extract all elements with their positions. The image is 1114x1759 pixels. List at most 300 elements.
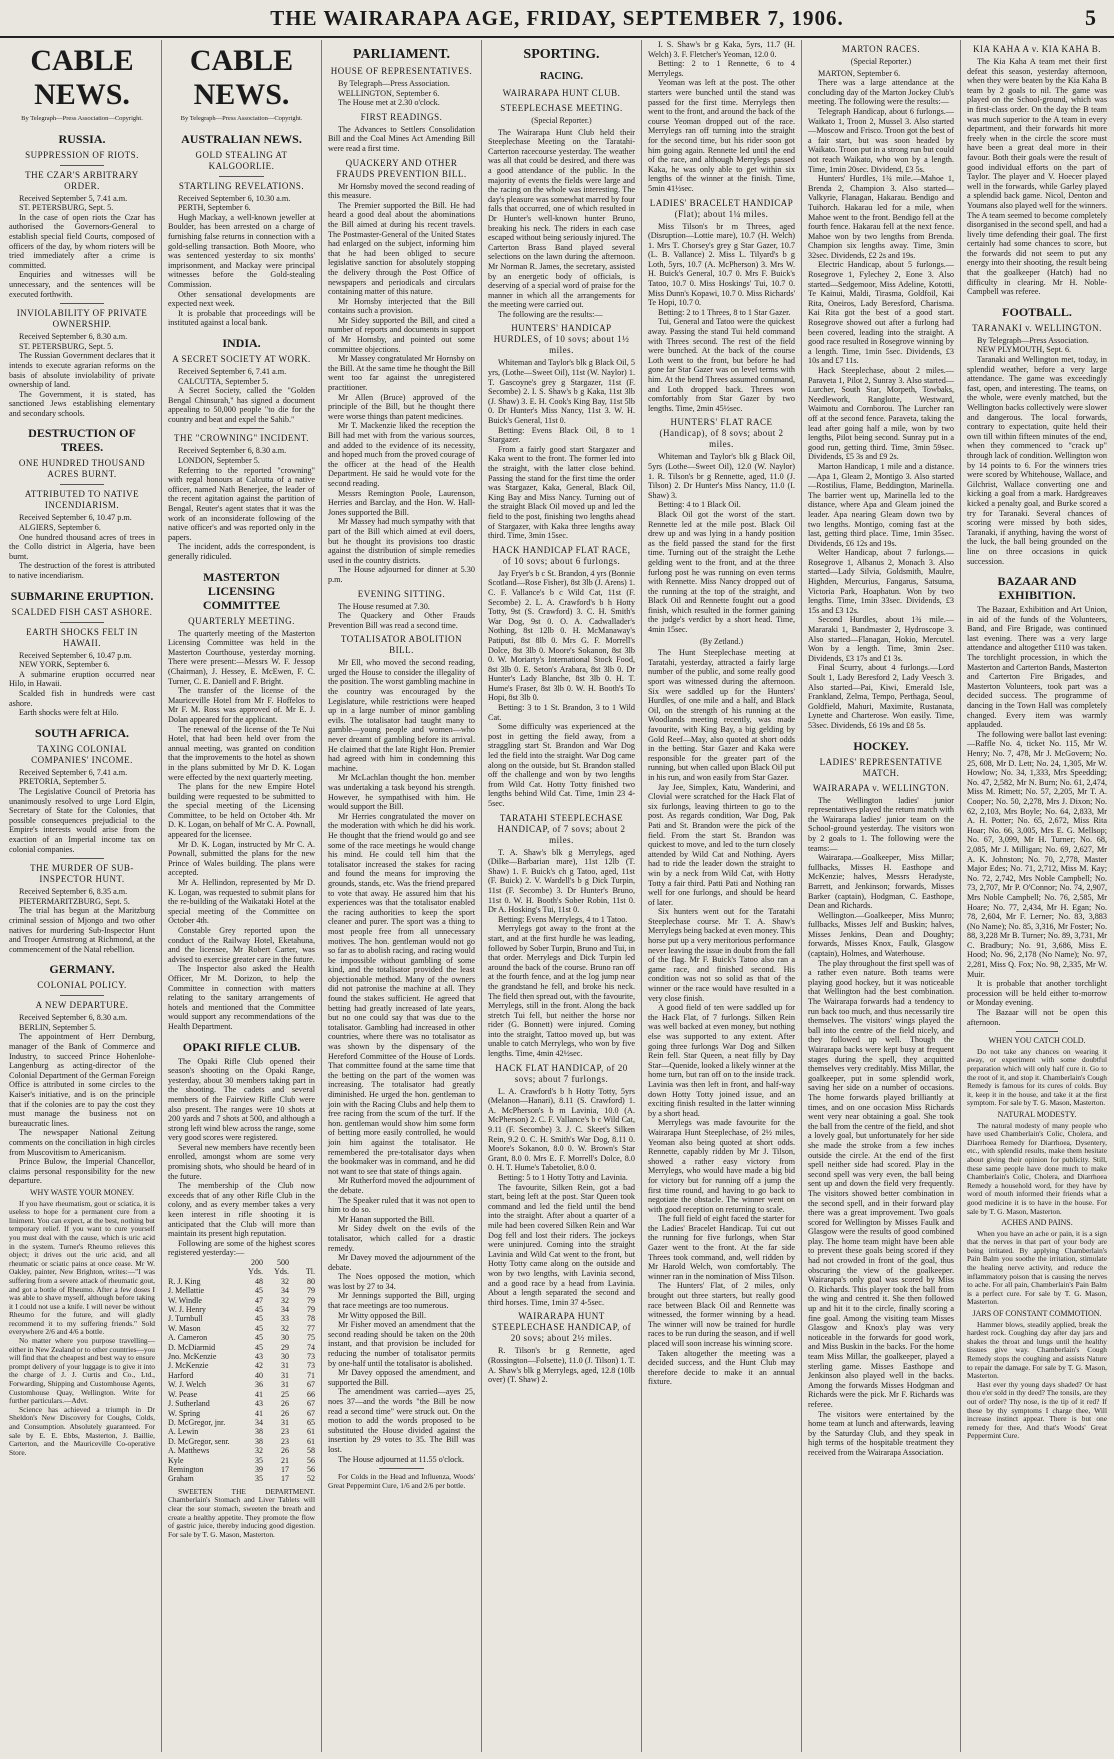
paragraph: Referring to the reported "crowning" with regal honours at Calcutta of a native officer, named Nath Benerjee, the leader of the recent agitation against the partition of Bengal, Reuter's agent states that it was the work of an inconsiderate following of the native officer's and was reported only in the papers. <box>168 465 315 542</box>
paragraph: One hundred thousand acres of trees in the Collo district in Algeria, have been burnt. <box>9 532 155 561</box>
scores-row <box>168 1456 315 1465</box>
paragraph: The Wellington ladies' junior representatives played the return match with the Wairarapa ladies' junior team on the School-ground yesterday. The visitors won by 2 goals to 1. The following were the teams:— <box>808 795 954 853</box>
paragraph: Yeoman was left at the post. The other starters were bunched until the stand was passed for the first time. Merrylegs then went to the front, and around the back of the course Yeoman dropped out of the race. Merrylegs ran off turning into the straight for the second time, but his rider soon got him going again. Rennette led until the end of the race, and although Merrylegs passed Kaka, he was only able to get within six lengths of the winner at the finish. Time, 5min 41½sec. <box>648 78 795 193</box>
score-cell: 74 <box>307 1342 315 1352</box>
scores-row <box>168 1418 315 1427</box>
betting: Betting: 3 to 1 St. Brandon, 3 to 1 Wild Cat. <box>488 703 635 722</box>
page-number: 5 <box>1085 5 1096 30</box>
betting: Betting: 4 to 1 Black Oil. <box>658 500 741 510</box>
paragraph: Mr Rutherford moved the adjournment of the debate. <box>328 1176 475 1195</box>
advertisement: Hammer blows, steadily applied, break the hardest rock. Coughing day after day jars and shakes the throat and lungs until the healthy tissues give way. Chamberlain's Cough Remedy stops the coughing and assists Nature to repair the damage. For sale by T. G. Mason, Masterton. <box>967 1319 1107 1381</box>
article-subtitle: SUPPRESSION OF RIOTS. <box>25 149 139 160</box>
paragraph: The Wairarapa Hunt Club held their Steeplechase Meeting on the Taratahi-Carterton racecourse yesterday. The weather was all that could be desired, and there was a good attendance of the public. In the majority of events the fields were large and the racing on the whole was interesting. The day's pleasure was somewhat marred by four falls that occurred, one of which resulted in Dr Hunter's well-known hunter Bruno, breaking his neck. The riders in each case escaped without being seriously injured. The Carterton Brass Band played several selections on the lawn during the afternoon. Mr Norman R. James, the secretary, assisted by an energetic body of officials, is deserving of a special word of praise for the manner in which all the arrangements for the meeting were carried out. <box>488 127 635 310</box>
score-cell: 48 <box>255 1276 263 1286</box>
paragraph: Some difficulty was experienced at the post in getting the field away, from a straggling start St. Brandon and War Dog led the field into the straight. War Dog came along on the outside, but St. Brandon stalled off the challenge and won by two lengths from Wild Cat. Hotty Totty finished two lengths behind Wild Cat. Time, 1min 23 4-5sec. <box>488 722 635 808</box>
race-title: LADIES' BRACELET HANDICAP (Flat); about 1¼ miles. <box>649 197 794 219</box>
race-title: HACK FLAT HANDICAP, of 20 sovs; about 7 furlongs. <box>495 1062 628 1084</box>
shooter-name: J. Turnbull <box>168 1314 203 1324</box>
score-cell: 33 <box>281 1314 289 1324</box>
article-subtitle: INVIOLABILITY OF PRIVATE OWNERSHIP. <box>16 308 148 330</box>
score-cell: 47 <box>255 1295 263 1305</box>
score-cell: 61 <box>307 1427 315 1437</box>
score-cell: 30 <box>281 1352 289 1362</box>
dateline: Received September 6, 10.47 p.m. <box>19 513 132 523</box>
advertisement: Do not take any chances on wearing it away, or experiment with some doubtful preparation which will only half cure it. Go to the root of it, and stop it. Chamberlain's Cough Remedy is famous for its cures of colds. Buy it, keep it in the house, and take it at the first symptom. For sale by T. G. Mason, Masterton. <box>967 1046 1107 1108</box>
paragraph: Mr Ell, who moved the second reading, urged the House to consider the illegality of the position. The worst gambling machine in the country was encouraged by the Legislature, while restrictions were heaped up in a large number of minor gambling evils. The totalisator had taught many to gamble—young people and women—who never dreamt of gambling before its arrival. He claimed that the late Right Hon. Premier had agreed with him in condemning this machine. <box>328 658 475 773</box>
score-cell: 43 <box>255 1399 263 1409</box>
score-cell: 31 <box>281 1361 289 1371</box>
race-results: Whiteman and Taylor's blk g Black Oil, 5 yrs, (Lothe—Sweet Oil), 11st (W. Naylor) 1. T. Gascoyne's grey g Stargazer, 11st (F. Secombe) 2. I. S. Shaw's b g Kaka, 11st 3lb (J. Shaw) 3. E. H. Cook's King Bay, 11st 5lb 0. Dr Hunter's Miss Nancy, 11st 3. W. H. Buick's General, 11st 0. <box>488 358 635 426</box>
scores-row <box>168 1277 315 1286</box>
race-results: Miss Tilson's br m Threes, aged (Disruption—Lottie mare), 10.7 (H. Welch) 1. Mrs T. Chorsey's grey g Star Gazer, 10.7 (L. B. Vallance) 2. Miss L. Tilyard's b g Loth, 5yrs, 10.7 (A. McPherson) 3. Mrs W. H. Buick's General, 10.7 0. Mrs F. Buick's Tatoo, 10.7 0. Miss Hoskings' Tui, 10.7 0. Miss Dunn's Kopawi, 10.7 0. Miss Richards' Te Hopi, 10.7 0. <box>648 221 795 308</box>
score-cell: 79 <box>307 1286 315 1296</box>
ad-title: WHY WASTE YOUR MONEY. <box>30 1187 134 1197</box>
article-title: PARLIAMENT. <box>352 47 451 62</box>
paragraph: The newspaper National Zeitung comments on the conciliation in high circles from Muscovitism to Americanism. <box>9 1128 155 1157</box>
score-cell: 32 <box>281 1295 289 1305</box>
article-title: INDIA. <box>222 335 261 350</box>
score-cell: 32 <box>281 1323 289 1333</box>
race-results: Whiteman and Taylor's blk g Black Oil, 5yrs (Lothe—Sweet Oil), 12.0 (W. Naylor) 1. R. Tilson's br g Rennette, aged, 11.0 (J. Tilson) 2. Dr Hunter's Miss Nancy, 11.0 (I. Shaw) 3. <box>648 452 795 500</box>
section-heading: CABLE NEWS. <box>30 44 134 111</box>
article-title: AUSTRALIAN NEWS. <box>181 131 302 146</box>
paragraph: It is probable that proceedings will be instituted against a local bank. <box>168 308 315 328</box>
score-cell: 26 <box>281 1446 289 1456</box>
paragraph: Telegraph Handicap, about 6 furlongs.—Waikato 1, Troon 2, Mussel 3. Also started—Moscow and Frisco. Troon got the best of a fair start, but was soon headed by Waikato. Troon put in a strong run but could not reach Waikato, who won by a length. Time, 1min 20sec. Dividend, £3 5s. <box>808 106 954 174</box>
race-title: HACK HANDICAP FLAT RACE, of 10 sovs; about 6 furlongs. <box>492 544 631 566</box>
race-title: TARATAHI STEEPLECHASE HANDICAP, of 7 sovs; about 2 miles. <box>497 812 626 845</box>
paragraph: Mr Herries congratulated the mover on the moderation with which he did his work. He thought that the friend would go and see some of the race meetings he would change his mind. He could tell him that the totalisator increased the stakes for racing and found the means for improving the grounds, stands, etc. Was the friend prepared to vote that away. He assured him that his experiences was that the totalisator enabled the racing authorities to keep the sport cleaner and purer. The sport was a thing to most people free from all unnecessary motives. The hon. gentleman would not go so far as to abolish racing, and racing would be impossible without gambling of some kind, and the totalisator provided the least objectionable method. Many of the owners did not patronise the machine at all. They found the stakes sufficient. He agreed that betting had greatly increased of late years, but no one could say that was due to the totalisator. Gambling had increased in other countries, where there was no totalisator as was shown by the dispensary of the Hereford Committee of the House of Lords. That committee found at the same time that the betting on the part of the women was increasing. The totalisator had greatly diminished. He urged the hon. gentleman to join with the Racing Clubs and help them to free racing from the scum of the turf. If the hon. gentleman would show him some form of betting more easily controlled, he would join him against the totalisator. He remembered the pre-totalisator days when the bookmaker was in command, and he did not want to see that state of things again. <box>328 811 475 1176</box>
dateline: ST. PETERSBURG, Sept. 5. <box>19 341 114 351</box>
article-title: OPAKI RIFLE CLUB. <box>182 1039 301 1054</box>
paragraph: Hack Steeplechase, about 2 miles.—Paraveta 1, Pilot 2, Sunray 3. Also started—Lurcher, South Star, Morpeth, Towbaks, Needlework, Ranglotte, Westward, Waimotu and Cornborou. The Lurcher ran off at the second fence. Paraveta, taking the lead after going half a mile, won by two lengths, Pilot being second. Sunray put in a good run, getting third. Time, 3min 59sec. Dividends, £5 3s and £9 2s. <box>808 366 954 462</box>
scores-row <box>168 1286 315 1295</box>
dateline: Received September 5, 7.41 a.m. <box>19 193 128 203</box>
score-cell: 77 <box>307 1323 315 1333</box>
dateline: PRETORIA, September 5. <box>19 777 107 787</box>
paragraph: Scalded fish in hundreds were cast ashore. <box>9 689 155 708</box>
article-subtitle: WAIRARAPA HUNT CLUB. <box>502 88 621 98</box>
article-subtitle: QUARTERLY MEETING. <box>188 615 295 626</box>
score-cell: 80 <box>307 1276 315 1286</box>
score-cell: 26 <box>281 1399 289 1409</box>
scores-row <box>168 1333 315 1342</box>
article-subtitle: A NEW DEPARTURE. <box>35 1000 129 1011</box>
paragraph: The amendment was carried—ayes 25, noes 37—and the words "the Bill be now read a second time" were struck out. On the motion to add the words proposed to be substituted the House divided against the insertion by 29 votes to 35. The Bill was lost. <box>328 1387 475 1454</box>
paragraph: A good field of ten were saddled up for the Hack Flat, of 7 furlongs. Silken Rein was well backed at even money, but nothing else was supported to any extent. After going three furlongs War Dog and Silken Rein fell. Star Queen, a neat filly by Day Star—Quenide, looked a likely winner at the home turn, but ran off on to the inside track. Lavinia was then left in front, and half-way down Hotty Totty joined issue, and an exciting finish resulted in the latter winning by a short head. <box>648 1003 795 1118</box>
article-subtitle: FIRST READINGS. <box>360 111 443 122</box>
score-cell: 75 <box>307 1333 315 1343</box>
paragraph: The transfer of the license of the Mauriceville Hotel from Mr F. Hoffelos to Mr F. M. Ross was approved of. Mr E. J. Dolan appeared for the applicant. <box>168 686 315 724</box>
paragraph: The appointment of Herr Dernburg, manager of the Bank of Commerce and Industry, to succeed Prince Hohenlohe-Langenburg as acting-director of the Colonial Department of the German Foreign Office is attributed in some circles to the Kaiser's initiative, and is on the principle that if the colonies are to pay the cost they must manage the business not on bureaucratic lines. <box>9 1032 155 1128</box>
column-4 <box>483 40 640 1752</box>
score-cell: 56 <box>307 1464 315 1474</box>
paragraph: The House met at 2.30 o'clock. <box>338 98 440 108</box>
masthead <box>0 0 1114 38</box>
scores-row <box>168 1399 315 1408</box>
article-subtitle: QUACKERY AND OTHER FRAUDS PREVENTION BILL. <box>336 157 467 179</box>
score-cell: 41 <box>255 1408 263 1418</box>
score-cell: 23 <box>281 1427 289 1437</box>
paragraph: Mr Massey congratulated Mr Hornsby on the Bill. At the same time he thought the Bill went too far against the unregistered practitioner. <box>328 354 475 393</box>
score-cell: 39 <box>255 1464 263 1474</box>
paragraph: Mr Hornsby interjected that the Bill contains such a provision. <box>328 296 475 316</box>
score-cell: 31 <box>281 1380 289 1390</box>
paragraph: The full field of eight faced the starter for the Ladies' Bracelet Handicap. Tui cut out the running for five furlongs, when Star Gazer went to the front. At the far side Threes took command, and, well ridden by Mr Harold Welch, won comfortably. The winner ran in the nomination of Miss Tilson. <box>648 1214 795 1281</box>
betting: Betting: 5 to 1 Hotty Totty and Lavinia. <box>498 1173 628 1182</box>
score-cell: 79 <box>307 1295 315 1305</box>
score-cell: 25 <box>281 1389 289 1399</box>
column-5 <box>643 40 800 1752</box>
score-cell: 32 <box>281 1276 289 1286</box>
scores-row <box>168 1437 315 1446</box>
article-subtitle: TAXING COLONIAL COMPANIES' INCOME. <box>31 743 133 765</box>
scores-header-cell: 500 <box>277 1258 289 1267</box>
paragraph: Electric Handicap, about 5 furlongs.—Rosegrove 1, Fylechey 2, Eone 3. Also started—Sedgemoor, Miss Adeline, Kototti, Te Kainui, Maldi, Tirasma, Goldfoil, Kai Rita, Oneiros, Lady Beresford, Charisma. Kai Rita got the best of a good start. Rosegrove showed out after a furlong had been covered, leading into the straight. A good race resulted in Rosegrove winning by a length. Time, 1min 5sec. Dividends, £3 10s and £7 11s. <box>808 260 954 366</box>
paragraph: Mr Hanan supported the Bill. <box>338 1214 435 1224</box>
paragraph: Mr Jennings supported the Bill, urging that race meetings are too numerous. <box>328 1291 475 1311</box>
shooter-name: W. Windle <box>168 1295 202 1305</box>
shooter-name: D. McDiarmid <box>168 1342 216 1352</box>
paragraph: Mr Sidey supported the Bill, and cited a number of reports and documents in support of Mr Hornsby, and pointed out some committee objections. <box>328 315 475 354</box>
paragraph: Wairarapa.—Goalkeeper, Miss Millar; fullbacks, Misses H. Easthope and McKenzie; halves, Messrs Heradyste, Barrett, and Jenkinson; forwards, Misses Barker (captain), Hodgman, C. Easthope, Dean and Richards. <box>808 853 954 911</box>
paragraph: The Premier supported the Bill. He had heard a good deal about the abominations the Bill aimed at during his recent travels. The Postmaster-General of the United States had enlarged on the subject, informing him that he had been obliged to secure legislative sanction for absolutely stopping the delivery through the Post Office of newspapers and periodicals and circulars containing matter of this nature. <box>328 200 475 297</box>
paragraph: Six hunters went out for the Taratahi Steeplechase course. Mr T. A. Shaw's Merrylegs being backed at even money. This horse put up a very meritorious performance never leaving the issue in doubt from the fall of the flag. Mr F. Buick's Tatoo also ran a game race, and finished second. His condition was not so solid as that of the winner or the race would have resulted in a very close finish. <box>648 907 795 1003</box>
paragraph: Hugh Mackay, a well-known jeweller at Boulder, has been arrested on a charge of furnishing false returns in connection with a gold-selling transaction. Both Moore, who was sentenced yesterday to six months' imprisonment, and Mackay were principal witnesses before the Gold-stealing Commission. <box>168 212 315 289</box>
article-subtitle: LADIES' REPRESENTATIVE MATCH. <box>819 756 943 778</box>
race-results: L. A. Crawford's b h Hotty Totty, 5yrs (Melanon—Hanari), 8.11 (S. Crawford) 1. A. McPherson's b m Lavinia, 10.0 (A. McPherson) 2. C. F. Vallance's b c Wild Cat, 9.11 (F. Secombe) 3. J. C. Skeet's Silken Rein, 9.2 0. C. H. Smith's War Dog, 8.11 0. Moore's Sokanon, 8.0 0. W. Brown's Star Grant, 8.0 0. Mrs E. F. Morrell's Dolce, 8.0 0. H. T. Hume's Tabetoliet, 8.0 0. <box>488 1086 635 1173</box>
scores-header-cell: Yds. <box>248 1267 263 1277</box>
race-results: I. S. Shaw's br g Kaka, 5yrs, 11.7 (H. Welch) 3. F. Fletcher's Yeoman, 12.0 0. <box>648 40 795 59</box>
dateline: ST. PETERSBURG, Sept. 5. <box>19 203 114 213</box>
score-cell: 56 <box>307 1455 315 1465</box>
scores-row <box>168 1371 315 1380</box>
score-cell: 17 <box>281 1464 289 1474</box>
advertisement: If you have rheumatism, gout or sciatica, it is useless to hope for a permanent cure from a liniment. You can expect, at the best, nothing but temporary relief. If you want to cure yourself you must deal with the cause, which is uric acid in the system. Turner's Rheumo relieves this object; it drives out the uric acid, and all rheumatic or sciatic pains at once cease. Mr W. Oakley, painter, New Brighton, writes:—"I was suffering from a severe attack of rheumatic gout, and got a bottle of Rheumo. After a few doses I was able to shave myself, although before taking it I could not use a knife. I will never be without Rheumo for the future, and will gladly recommend it to my suffering friends." Sold everywhere 2/6 and 4/6 a bottle. <box>9 1198 155 1337</box>
scores-row <box>168 1343 315 1352</box>
article-subtitle: COLONIAL POLICY. <box>37 980 127 991</box>
article-title: MARTON RACES. <box>841 44 921 54</box>
paragraph: The Noes opposed the motion, which was lost by 27 to 34. <box>328 1272 475 1291</box>
score-cell: 43 <box>255 1352 263 1362</box>
dateline: NEW YORK, September 6. <box>19 660 110 670</box>
column-6 <box>803 40 959 1752</box>
scores-row <box>168 1465 315 1474</box>
column-1 <box>4 40 160 1752</box>
score-cell: 79 <box>307 1305 315 1315</box>
shooter-name: Jno. McKenzie <box>168 1352 217 1362</box>
paragraph: Mr Hornsby moved the second reading of this measure. <box>328 181 475 201</box>
paragraph: The Bazaar, Exhibition and Art Union, in aid of the funds of the Volunteers, Band, and Fire Brigade, was continued last evening. There was a very large attendance and altogether £110 was taken. The torchlight procession, in which the Masterton and Carterton Bands, Masterton and Carterton Fire Brigades, and Masterton Volunteers, took part was a decided success. The programme of dancing in the Town Hall was completely changed. Every item was warmly applauded. <box>967 605 1107 730</box>
paragraph: The plans for the new Empire Hotel building were requested to be submitted to the special meeting of the Licensing Committee, to be held on October 4th. Mr D. K. Logan, on behalf of Mr C. A. Pownall, appeared for the licensee. <box>168 782 315 840</box>
section-heading: CABLE NEWS. <box>189 44 294 111</box>
shooter-name: J. Mellattie <box>168 1286 204 1296</box>
paragraph: The following are the results:— <box>498 309 603 319</box>
dateline: BERLIN, September 5. <box>19 1022 96 1032</box>
scores-row <box>168 1305 315 1314</box>
byline: By Telegraph—Press Association—Copyright. <box>21 115 143 122</box>
paragraph: From a fairly good start Stargazer and Kaka went to the front. The former led into the straight, with the latter close behind. Passing the stand for the first time the order was Stargazer, Kaka, General, Black Oil, King Bay and Miss Nancy. Turning out of the straight Black Oil moved up and led the field to the post, finishing two lengths ahead of Stargazer, with Kaka three lengths away third. Time, 3min 15sec. <box>488 444 635 541</box>
dateline: PIETERMARITZBURG, Sept. 5. <box>19 896 130 906</box>
dateline: Received September 6, 8.30 a.m. <box>19 332 128 342</box>
paragraph: Mr Sidey dwelt on the evils of the totalisator, which called for a drastic remedy. <box>328 1224 475 1253</box>
article-subtitle: ONE HUNDRED THOUSAND ACRES BURNT. <box>18 458 146 480</box>
race-title: HUNTERS' HANDICAP HURDLES, of 10 sovs; about 1½ miles. <box>493 323 630 356</box>
reporter-note: (By Zetland.) <box>699 636 744 646</box>
paragraph: The House adjourned at 11.55 o'clock. <box>338 1454 464 1464</box>
article-title: RUSSIA. <box>58 131 106 146</box>
race-results: R. Tilson's br g Rennette, aged (Rossington—Folsette), 11.0 (J. Tilson) 1. T. A. Shaw's blk g Merrylegs, aged, 12.8 (10lb over) (T. Shaw) 2. <box>488 1346 635 1385</box>
score-cell: 21 <box>281 1455 289 1465</box>
paragraph: It is probable that another torchlight procession will be held either to-morrow or Monday evening. <box>967 979 1107 1008</box>
score-cell: 45 <box>255 1323 263 1333</box>
scores-row <box>168 1296 315 1305</box>
advertisement: Science has achieved a triumph in Dr Sheldon's New Discovery for Coughs, Colds, and Consumption. Absolutely guaranteed. For sale by E. E. Ebbs, Masterton, J. Baillie, Carterton, and the Mauriceville Co-operative Store. <box>9 1404 155 1457</box>
advertisement: Hast ever thy young days shaded? Or hast thou e'er sold in thy deed? The tonsils, are they out of order? Thy nose, is the tip of it red? If these by thy symptoms I charge thee, Will increase instinct appear. There is but one remedy for thee, And that's Woods' Great Peppermint Cure. <box>967 1379 1107 1441</box>
dateline: PERTH, September 6. <box>178 203 251 213</box>
paragraph: Mr T. Mackenzie liked the reception the Bill had met with from the various sources, and added to the evidence of its necessity, and hoped much from the proved courage of the officer at the head of the Health Department. He said he would vote for the second reading. <box>328 421 475 488</box>
dateline: NEW PLYMOUTH, Sept. 6. <box>977 345 1072 355</box>
article-title: SOUTH AFRICA. <box>34 725 129 740</box>
score-cell: 71 <box>307 1370 315 1380</box>
paragraph: Mr Davey opposed the amendment, and supported the Bill. <box>328 1368 475 1387</box>
article-title: MASTERTON LICENSING COMMITTEE <box>202 569 281 612</box>
article-subtitle: STARTLING REVELATIONS. <box>178 180 305 191</box>
score-cell: 35 <box>255 1455 263 1465</box>
dateline: Received September 6, 7.41 a.m. <box>178 366 287 376</box>
article-title: DESTRUCTION OF TREES. <box>28 426 136 455</box>
paragraph: In the case of open riots the Czar has authorised the Governors-General to establish special field Courts, composed of officers of the day, by whom rioters will be tried immediately after a crime is committed. <box>9 212 155 270</box>
race-title: HUNTERS' FLAT RACE (Handicap), of 8 sovs; about 2 miles. <box>659 417 784 450</box>
dateline: Received September 6, 8.30 a.m. <box>178 446 287 456</box>
scores-header-cell: Tl. <box>305 1267 315 1277</box>
score-cell: 30 <box>281 1333 289 1343</box>
paragraph: The Hunt Steeplechase meeting at Taratahi, yesterday, attracted a fairly large number of the public, and some really good sport was witnessed during the afternoon. Six were saddled up for the Hunters' Hurdles, of one mile and a half, and Black Oil, on the strength of his running at the Woodlands meeting recently, was made favourite, with King Bay, a big gelding by Gold Reef—May, also quoted at short odds in the betting. Star Gazer and Kaka were responsible for the greater part of the running, but when called upon Black Oil put in his run, and won easily from Star Gazer. <box>648 648 795 782</box>
betting: Betting: 2 to 1 Threes, 8 to 1 Star Gazer. <box>658 307 791 317</box>
dateline: Received September 6, 10.30 a.m. <box>178 193 291 203</box>
paragraph: Jay Jee, Simplex, Katu, Wanderini, and Clovial were scratched for the Hack Flat of six furlongs, leaving thirteen to go to the post. As regards condition, War Dog, Pak Pati and St. Brandon were the pick of the field. From the start St. Brandon was quickest to move, and led to the turn closely attended by Wild Cat and Nothing. Ayers had to ride the leader down the straight to win by a neck from Wild Cat, with Hotty Totty a fair third. Patti Pati and Nothing ran well for one furlongs, and should be heard of later. <box>648 782 795 907</box>
score-cell: 32 <box>255 1446 263 1456</box>
shooter-name: W. J. Henry <box>168 1305 206 1315</box>
score-cell: 58 <box>307 1446 315 1456</box>
dateline: Received September 6, 8.35 a.m. <box>19 887 128 897</box>
paragraph: Other sensational developments are expected next week. <box>168 289 315 309</box>
article-subtitle: THE MURDER OF SUB-INSPECTOR HUNT. <box>30 863 134 885</box>
article-subtitle: ATTRIBUTED TO NATIVE INCENDIARISM. <box>24 489 140 511</box>
score-cell: 52 <box>307 1474 315 1484</box>
shooter-name: Graham <box>168 1474 194 1484</box>
paragraph: The visitors were entertained by the home team at lunch and afterwards, leaving by the Saturday Club, and they speak in high terms of the hospitable treatment they received from the Wairarapa Association. <box>808 1409 954 1457</box>
score-cell: 67 <box>307 1399 315 1409</box>
paragraph: Mr Allen (Bruce) approved of the principle of the Bill, but he thought there were worse things than patent medicines. <box>328 392 475 421</box>
advertisement: No matter where you purpose travelling—either in New Zealand or to other countries—you will find that the cheapest and best way to ensure prompt delivery of your luggage is to give it into the charge of J. J. Curtis and Co., Ltd., Forwarding, Shipping and Customhouse Agents, Customhouse Quay, Wellington. Write for further particulars.—Advt. <box>9 1336 155 1406</box>
scores-row <box>168 1314 315 1323</box>
score-cell: 66 <box>307 1389 315 1399</box>
scores-header-cell: Yds. <box>274 1267 289 1277</box>
paragraph: Final Scurry, about 4 furlongs.—Lord Soult 1, Lady Beresford 2, Lady Veesch 3. Also started—Pai, Kiwi, Emerald Isle, Frankland, Zelma, Tempo, Perthaga, Seoul, Goldfield, Mahuri, Maximite, Rustanata, Lynette and Charterose. Won easily. Time, 53sec. Dividends, £6 19s and £8 5s. <box>808 663 954 730</box>
shooter-name: Remington <box>168 1464 204 1474</box>
paragraph: The Speaker ruled that it was not open to him to do so. <box>328 1195 475 1215</box>
paragraph: Earth shocks were felt at Hilo. <box>19 708 119 718</box>
dateline: WELLINGTON, September 6. <box>338 88 440 98</box>
paragraph: There was a large attendance at the concluding day of the Marton Jockey Club's meeting. The following were the results:— <box>808 78 954 107</box>
score-cell: 34 <box>281 1286 289 1296</box>
score-cell: 40 <box>255 1370 263 1380</box>
article-subtitle: WAIRARAPA v. WELLINGTON. <box>812 782 950 793</box>
shooter-name: W. J. Welch <box>168 1380 207 1390</box>
score-cell: 78 <box>307 1314 315 1324</box>
paragraph: The Kia Kaha A team met their first defeat this season, yesterday afternoon, when they were beaten by the Kia Kaha B team by 2 goals to nil. The game was played on the School-ground, which was in first-class order. On the day the B team was much superior to the A team in every department, and their forwards hit more freely when in the circle the score must have been a great deal more in their favour. Both their goals were the result of good individual efforts on the part of Taylor. The player and V. Hoecer played well in the forwards, while Garley played a splendid back game. Nicol, Denton and Youmans also played well for the winners. The A team seemed to become completely disorganised in the second spell, and had a lively time defending their goal. The first certainly had some chances to score, but the forwards did not seem to put any energy into their shooting, the result being that the goalkeeper (Hatch) had no difficulty in clearing. Mr H. Noble-Campbell was referee. <box>967 57 1107 297</box>
score-cell: 31 <box>281 1417 289 1427</box>
score-cell: 38 <box>255 1436 263 1446</box>
article-subtitle: THE "CROWNING" INCIDENT. <box>174 433 309 444</box>
paragraph: Second Hurdles, about 1¾ mile.—Mararaki 1, Bandmaster 2, Hydroscope 3. Also started—Flanagan, Hokio, Mercutel. Won by a length. Time, 3min 2sec. Dividends, £3 17s and £1 3s. <box>808 615 954 663</box>
score-cell: 34 <box>255 1417 263 1427</box>
shooter-name: W. Mason <box>168 1323 201 1333</box>
scores-header-cell <box>168 1258 237 1267</box>
paragraph: Mr A. Hellindon, represented by Mr D. K. Logan, was requested to submit plans for the re-building of the Waikataki Hotel at the special meeting of the Committee on October 4th. <box>168 878 315 926</box>
score-cell: 36 <box>255 1380 263 1390</box>
paragraph: Mr D. K. Logan, instructed by Mr C. A. Pownall, submitted the plans for the new Prince of Wales building. The plans were accepted. <box>168 839 315 878</box>
betting: Betting: 2 to 1 Rennette, 6 to 4 Merrylegs. <box>648 59 795 78</box>
article-title: KIA KAHA A v. KIA KAHA B. <box>973 44 1101 54</box>
paragraph: Mr Witty opposed the Bill. <box>338 1310 426 1320</box>
score-cell: 17 <box>281 1474 289 1484</box>
scores-table <box>168 1258 315 1484</box>
byline: By Telegraph—Press Association. <box>977 335 1089 345</box>
shooter-name: J. McKenzie <box>168 1361 209 1371</box>
scores-row <box>168 1361 315 1370</box>
paragraph: Several new members have recently been enrolled, amongst whom are some very promising shots, who should be heard of in the future. <box>168 1142 315 1181</box>
column-2 <box>163 40 320 1752</box>
paragraph: Wellington.—Goalkeeper, Miss Munro; fullbacks, Misses Jelf and Buskin; halves, Misses Jenkins, Dean and Doughty; forwards, Misses Knox, Faulk, Glasgow (captain), Holmes, and Waterhouse. <box>808 910 954 959</box>
ad-title: NATURAL MODESTY. <box>997 1109 1077 1119</box>
paragraph: Messrs Remington Poole, Laurenson, Herries and Barclay, and the Hon. W. Hall-Jones supported the Bill. <box>328 488 475 517</box>
shooter-name: R. J. King <box>168 1276 201 1286</box>
advertisement: For Colds in the Head and Influenza, Woods' Great Peppermint Cure, 1/6 and 2/6 per bottle. <box>328 1472 475 1490</box>
paragraph: The membership of the Club now exceeds that of any other Rifle Club in the colony, and as every member takes a very keen interest in rifle shooting it is anticipated that the Club will more than maintain its present high reputation. <box>168 1181 315 1239</box>
shooter-name: D. McGregor, jnr. <box>168 1417 226 1427</box>
paragraph: Black Oil got the worst of the start. Rennette led at the mile post. Black Oil drew up and was lying in a handy position as the field passed the stand for the first time. Turning out of the straight the Lethe gelding went to the front, and at the three furlong post he was running on even terms with Rennette. Miss Nancy dropped out of the running at the top of the straight, and Black Oil and Rennette fought out a good finish, which resulted in the former gaining the judge's verdict by a short head. Time, 4min 15sec. <box>648 509 795 635</box>
shooter-name: J. Sutherland <box>168 1399 210 1409</box>
dateline: Received September 6, 8.30 a.m. <box>19 1013 128 1023</box>
score-cell: 41 <box>255 1389 263 1399</box>
paragraph: Mr Davey moved the adjournment of the debate. <box>328 1253 475 1272</box>
scores-row <box>168 1324 315 1333</box>
reporter-note: (Special Reporter.) <box>850 57 912 66</box>
advertisement: The natural modesty of many people who have used Chamberlain's Colic, Cholera, and Diarrhoea Remedy for Diarrhoea, Dysentery, etc., with splendid results, make them hesitate about giving their opinion for publicity. Still, these same people have done much to make Chamberlain's Colic, Cholera, and Diarrhoea Remedy a household word, for they have by word of mouth informed their friends what a good medicine it is to have in the house. For sale by T. G. Mason, Masterton. <box>967 1120 1107 1216</box>
scores-row <box>168 1474 315 1483</box>
byline: By Telegraph—Press Association—Copyright. <box>180 115 303 122</box>
paragraph: The Inspector also asked the Health Officer, Mr M. Dorizon, to help the Committee in connection with matters relating to the sanitary arrangements of hotels and mentioned that the Committee would support any recommendations of the Health Department. <box>168 964 315 1031</box>
article-subtitle: TOTALISATOR ABOLITION BILL. <box>340 634 463 656</box>
reporter-note: (Special Reporter.) <box>531 116 592 125</box>
paragraph: The incident, adds the correspondent, is generally ridiculed. <box>168 542 315 561</box>
advertisement: When you have an ache or pain, it is a sign that the nerves in that part of your body are being irritated. By applying Chamberlain's Pain Balm you soothe the irritation, stimulate the healing nerve activity, and reduce the inflammatory poison that is causing the nerves to ache. For all pain, Chamberlain's Pain Balm is a perfect cure. For sale by T. G. Mason, Masterton. <box>967 1228 1107 1307</box>
article-title: BAZAAR AND EXHIBITION. <box>997 574 1077 603</box>
paragraph: Taranaki and Wellington met, today, in splendid weather, before a very large attendance. The game was exceedingly fast, open, and interesting. The teams, on the whole, were evenly matched, but the Wellington backs collectively were slower and dangerous. The local forwards, contrary to expectation, quite held their own till within fifteen minutes of the end, when they commenced to "crack up" through lack of condition. Wellington won by 14 points to 6. For the winners tries were scored by Whitehouse, Wallace, and Gilchrist, Wallace converting one and kicking a goal from a mark. Hardgreaves kicked a penalty goal, and Burke scored a try for Taranaki. Several chances of scoring were missed by both sides, Taranaki, if anything, having the worst of the luck, the ball being grounded on the line on three occasions in quick succession. <box>967 355 1107 566</box>
shooter-name: D. McGregor, senr. <box>168 1436 230 1446</box>
score-cell: 31 <box>281 1370 289 1380</box>
shooter-name: W. Spring <box>168 1408 201 1418</box>
paragraph: The renewal of the license of the Te Nui Hotel, that had been held over from the annual meeting, was granted on condition that the improvements to the hotel as shown in the plans submitted by Mr D. K. Logan were effected by the next quarterly meeting. <box>168 724 315 782</box>
paragraph: The Legislative Council of Pretoria has unanimously resolved to urge Lord Elgin, Secretary of State for the Colonies, that possible consequences prejudicial to the Empire's interests would arise from the exaction of an Imperial income tax on colonial companies. <box>9 786 155 854</box>
score-cell: 45 <box>255 1314 263 1324</box>
paragraph: A submarine eruption occurred near Hilo, in Hawaii. <box>9 669 155 689</box>
scores-header-row <box>168 1267 315 1276</box>
article-subtitle: A SECRET SOCIETY AT WORK. <box>172 353 311 364</box>
shooter-name: Harford <box>168 1370 194 1380</box>
article-title: HOCKEY. <box>853 738 909 753</box>
article-title: SUBMARINE ERUPTION. <box>10 588 154 603</box>
score-cell: 35 <box>255 1474 263 1484</box>
column-7 <box>962 40 1112 1752</box>
paragraph: Merrylegs was made favourite for the Wairarapa Hunt Steeplechase, of 2½ miles, Yeoman also being quoted at short odds. Rennette, capably ridden by Mr J. Tilson, showed a rather easy victory from Merrylegs, who would have made a big bid for victory but for running off a jump the first time round, and having to go back to negotiate the obstacle. The winner went on with good reception on returning to scale. <box>648 1118 795 1214</box>
scores-row <box>168 1409 315 1418</box>
article-subtitle: HOUSE OF REPRESENTATIVES. <box>330 66 473 76</box>
score-cell: 65 <box>307 1417 315 1427</box>
column-3 <box>323 40 480 1752</box>
paragraph: The Russian Government declares that it intends to execute agrarian reforms on the basis of absolute inviolability of private ownership of land. <box>9 351 155 390</box>
ad-title: ACHES AND PAINS. <box>1001 1218 1073 1228</box>
paragraph: The Hunters' Flat, of 2 miles, only brought out three starters, but really good race between Black Oil and Rennette was witnessed, the former winning by a head. The winner will now be trained for hurdle races to be run during the season, and if well placed will soon increase his winning score. <box>648 1281 795 1348</box>
score-cell: 23 <box>281 1436 289 1446</box>
scores-row <box>168 1380 315 1389</box>
paragraph: A Secret Society, called the "Golden Bengal Chinsurah," has signed a document appealing to 50,000 people "to die for the country and beat and expel the Sahib." <box>168 386 315 424</box>
scores-row <box>168 1446 315 1455</box>
dateline: MARTON, September 6. <box>818 68 901 78</box>
article-subtitle: SCALDED FISH CAST ASHORE. <box>11 606 153 617</box>
shooter-name: A. Matthews <box>168 1446 210 1456</box>
betting: Betting: Evens Merrylegs, 4 to 1 Tatoo. <box>498 914 628 924</box>
paragraph: The House adjourned for dinner at 5.30 p.m. <box>328 565 475 584</box>
dateline: Received September 6, 10.47 p.m. <box>19 650 132 660</box>
article-title: GERMANY. <box>49 962 115 977</box>
paragraph: Enquiries and witnesses will be unnecessary, and the sentences will be executed forthwith. <box>9 270 155 299</box>
article-title: SPORTING. <box>523 47 600 62</box>
race-title: WAIRARAPA HUNT STEEPLECHASE HANDICAP, of 20 sovs; about 2½ miles. <box>491 1311 632 1344</box>
race-results: T. A. Shaw's blk g Merrylegs, aged (Dilke—Barbarian mare), 11st 12lb (T. Shaw) 1. F. Buick's ch g Tatoo, aged, 11st (F. Buick) 2. V. Wardell's b g Dick Turpin, 11st (F. Secombe) 3. Dr Hunter's Bruno, 11st 0. W. H. Booth's Sober Robin, 11st 0. Dr A. Hosking's Tui, 11st 0. <box>488 847 635 915</box>
article-subtitle: THE CZAR'S ARBITRARY ORDER. <box>25 169 139 191</box>
betting: Betting: Evens Black Oil, 8 to 1 Stargazer. <box>488 425 635 445</box>
paragraph: Constable Grey reported upon the conduct of the Railway Hotel, Eketahuna, and the licensee, Mr Robert Carter, was advised to exercise greater care in the future. <box>168 926 315 964</box>
ad-title: JARS OF CONSTANT COMMOTION. <box>972 1309 1102 1319</box>
paragraph: Prince Bulow, the Imperial Chancellor, claims personal responsibility for the new departure. <box>9 1157 155 1186</box>
paragraph: Merrylegs got away to the front at the start, and at the first hurdle he was leading, followed by Sober Turpin, Bruno and Tui, in that order. Merrylegs and Dick Turpin led around the back of the course. Bruno ran off at the fourth fence, and at the log jump near the grandstand he fell, and broke his neck. The field then spread out, with the favourite, Merrylegs, still in the front. Along the back stretch Tui fell, but neither the horse nor rider (G. Bonnett) were injured. Coming into the straight, Tattoo moved up, but was unable to catch Merrylegs, who won by five lengths. Time, 4min 42½sec. <box>488 924 635 1059</box>
paragraph: Taken altogether the meeting was a decided success, and the Hunt Club may therefore decide to make it an annual fixture. <box>648 1348 795 1387</box>
article-subtitle: TARANAKI v. WELLINGTON. <box>972 322 1102 333</box>
score-cell: 67 <box>307 1408 315 1418</box>
score-cell: 34 <box>281 1305 289 1315</box>
score-cell: 61 <box>307 1436 315 1446</box>
article-subtitle: EARTH SHOCKS FELT IN HAWAII. <box>26 626 138 648</box>
paragraph: Following are some of the highest scores registered yesterday:— <box>168 1238 315 1258</box>
score-cell: 73 <box>307 1352 315 1362</box>
score-cell: 29 <box>281 1342 289 1352</box>
score-cell: 26 <box>281 1408 289 1418</box>
shooter-name: A. Cameron <box>168 1333 208 1343</box>
score-cell: 45 <box>255 1342 263 1352</box>
scores-header-cell: 200 <box>251 1258 263 1267</box>
paragraph: The Opaki Rifle Club opened their season's shooting on the Opaki Range, yesterday, about 30 members taking part in the shooting. The cadets and several members of the Fairview Rifle Club were also present. The ranges were 10 shots at 200 yards and 7 shots at 500, and although a strong left wind blew across the range, some very good scores were registered. <box>168 1056 315 1143</box>
paragraph: The Advances to Settlers Consolidation Bill and the Coal Mines Act Amending Bill were read a first time. <box>328 124 475 153</box>
paragraph: The play throughout the first spell was of a rather even nature. Both teams were playing good hockey, but it was noticeable that Wellington had the best combination. The Wairarapa forwards had a tendency to run back too much, and thus necessarily tire themselves. The visitors' wings played the ball into the centre of the field nicely, and they followed up well. Though the Wairarapa backs were kept busy at frequent stages during the spell, they acquitted themselves very creditably. Miss Millar, the goalkeeper, put in some splendid work, saving her side on a number of occasions. The home forwards played brilliantly at times, and on one occasion Miss Richards went very near obtaining a goal. She took the ball from the centre of the field, and shot a lovely goal, but unfortunately for her side she made the stroke from a few inches outside the circle. At the end of the first spell neither side had scored. Play in the second spell was very even, the ball being sent up and down the field very frequently. The visitors showed better combination in the second spell, and in their forward play there was a great improvement. Two goals scored for Wellington by Misses Faulk and Glasgow were the results of good combined play. The home team might have been able to prevent these goals being scored if they had not crowded in front of the goal, thus obscuring the view of the goalkeeper. Wairarapa's only goal was scored by Miss O. Richards. This player took the ball from the wing and centred it. She then followed up and hit it to the circle, finally scoring a fine goal. Among the visiting team Misses Glasgow and Knox's play was very noticeable in the forwards for good work, and Miss Buskin in the backs. For the home team Miss Millar, the goalkeeper, played a sterling game. Misses Easthope and Jenkinson also played well in the backs. Among the forwards Misses Hodgman and Richards were the pick. Mr F. Richards was referee. <box>808 958 954 1409</box>
score-cell: 67 <box>307 1380 315 1390</box>
article-title: FOOTBALL. <box>1002 304 1072 319</box>
score-cell: 45 <box>255 1305 263 1315</box>
ad-title: WHEN YOU CATCH COLD. <box>988 1036 1086 1046</box>
article-subtitle: GOLD STEALING AT KALGOORLIE. <box>195 149 288 171</box>
